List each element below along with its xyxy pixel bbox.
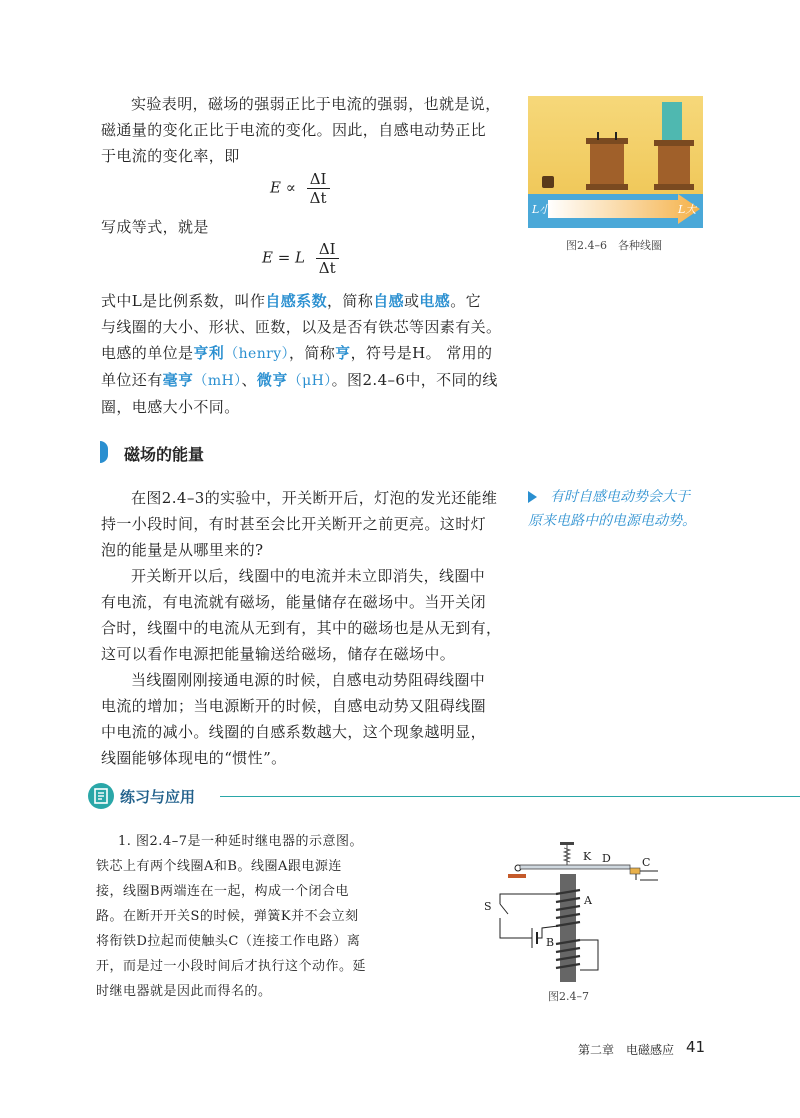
text-line: [101, 340, 521, 367]
paragraph-equation-intro: [101, 214, 209, 240]
text-span: ，符号是H。 常用的: [350, 344, 493, 362]
text-line: [101, 288, 521, 314]
unit-henry: （henry）: [224, 346, 289, 362]
text-line: 这可以看作电源把能量输送给磁场，储存在磁场中。: [101, 645, 456, 663]
note-line: 有时自感电动势会大于: [550, 489, 690, 505]
footer-chapter: 第二章 电磁感应: [578, 1043, 675, 1057]
exercise-divider: [220, 796, 800, 797]
section-marker: [100, 441, 108, 463]
fraction: [316, 240, 339, 277]
text-span: ，简称: [288, 344, 336, 362]
side-note: [528, 485, 728, 533]
label-a: A: [584, 894, 592, 907]
keyword-microhenry: 微亨: [256, 371, 288, 389]
unit-uh: （μH）: [287, 373, 332, 389]
fraction-numerator: ΔI: [316, 240, 339, 259]
text-span: 电感的单位是: [101, 344, 194, 362]
label-c: C: [642, 856, 651, 869]
text-line: 将衔铁D拉起而使触头C（连接工作电路）离: [96, 934, 361, 949]
formula-proportional: [270, 170, 330, 207]
keyword-self-inductance-coefficient: 自感系数: [265, 292, 327, 310]
figure-caption: 图2.4–7: [548, 990, 589, 1003]
text-span: 单位还有: [101, 371, 163, 389]
text-line: 中电流的减小。线圈的自感系数越大，这个现象越明显，: [101, 723, 487, 741]
text-line: 接，线圈B两端连在一起，构成一个闭合电: [96, 884, 350, 899]
text-line: 开，而是过一小段时间后才执行这个动作。延: [96, 959, 367, 974]
fraction: [307, 170, 330, 207]
label-k: K: [583, 850, 592, 863]
fraction-denominator: Δt: [318, 259, 336, 277]
text-line: 圈，电感大小不同。: [101, 398, 240, 416]
text-span: 、: [241, 371, 257, 389]
formula-lhs: E = L: [262, 248, 306, 267]
text-line: 实验表明，磁场的强弱正比于电流的强弱，也就是说，: [131, 95, 501, 113]
text-line: 于电流的变化率，即: [101, 147, 240, 165]
paragraph-energy-question: [101, 485, 511, 563]
text-line: [101, 367, 521, 394]
text-line: 合时，线圈中的电流从无到有，其中的磁场也是从无到有，: [101, 619, 502, 637]
label-l-big: L大: [678, 203, 697, 216]
unit-mh: （mH）: [193, 373, 242, 389]
text-line: 泡的能量是从哪里来的?: [101, 541, 264, 559]
label-l-small: L小: [532, 203, 551, 216]
text-line: 电流的增加；当电源断开的时候，自感电动势又阻碍线圈: [101, 697, 487, 715]
exercise-problem-1: [96, 829, 396, 1004]
coils-illustration: [528, 96, 703, 228]
notebook-icon: [88, 783, 114, 809]
text-line: 铁芯上有两个线圈A和B。线圈A跟电源连: [96, 859, 342, 874]
text-line: 在图2.4–3的实验中，开关断开后，灯泡的发光还能维: [131, 489, 498, 507]
text-line: 磁通量的变化正比于电流的变化。因此，自感电动势正比: [101, 121, 487, 139]
keyword-self-inductance: 自感: [373, 292, 404, 310]
note-line: 原来电路中的电源电动势。: [528, 513, 696, 529]
text-line: 当线圈刚刚接通电源的时候，自感电动势阻碍线圈中: [131, 671, 486, 689]
label-s: S: [484, 900, 492, 913]
paragraph-inductance: [101, 288, 521, 420]
section-title: 磁场的能量: [124, 445, 205, 464]
exercise-title: 练习与应用: [120, 788, 196, 806]
text-span: ，简称: [326, 292, 374, 310]
text-line: 持一小段时间，有时甚至会比开关断开之前更亮。这时灯: [101, 515, 487, 533]
keyword-heng: 亨: [335, 344, 351, 362]
text-span: 式中L是比例系数，叫作: [101, 292, 266, 310]
paragraph-intro: [101, 91, 511, 169]
exercise-header: [88, 781, 800, 811]
fraction-numerator: ΔI: [307, 170, 330, 189]
page-number: 41: [686, 1038, 706, 1056]
label-d: D: [602, 852, 611, 865]
exercise-icon: [88, 783, 114, 809]
keyword-millihenry: 毫亨: [162, 371, 194, 389]
play-triangle-icon: [528, 491, 537, 503]
text-span: 。图2.4–6中，不同的线: [331, 371, 498, 389]
text-line: 线圈能够体现电的“惯性”。: [101, 749, 287, 767]
paragraph-energy-explanation: [101, 563, 511, 667]
formula-equation: [262, 240, 339, 277]
paragraph-energy-inertia: [101, 667, 511, 771]
text-line: 路。在断开开关S的时候，弹簧K并不会立刻: [96, 909, 359, 924]
text-line: 时继电器就是因此而得名的。: [96, 984, 272, 999]
figure-relay-diagram: [480, 840, 670, 985]
text-span: 。它: [450, 292, 482, 310]
text-line: 有电流，有电流就有磁场，能量储存在磁场中。当开关闭: [101, 593, 487, 611]
formula-lhs: E ∝: [270, 178, 296, 197]
text-line: 开关断开以后，线圈中的电流并未立即消失，线圈中: [131, 567, 486, 585]
text-line: 写成等式，就是: [101, 218, 209, 236]
keyword-henry: 亨利: [193, 344, 225, 362]
keyword-inductance: 电感: [419, 292, 451, 310]
label-b: B: [546, 936, 555, 949]
text-line: 与线圈的大小、形状、匝数，以及是否有铁芯等因素有关。: [101, 318, 502, 336]
fraction-denominator: Δt: [309, 189, 327, 207]
text-line: 1. 图2.4–7是一种延时继电器的示意图。: [118, 834, 363, 849]
figure-caption: 图2.4–6 各种线圈: [566, 239, 662, 252]
text-span: 或: [404, 292, 420, 310]
figure-coils-photo: [528, 96, 703, 228]
